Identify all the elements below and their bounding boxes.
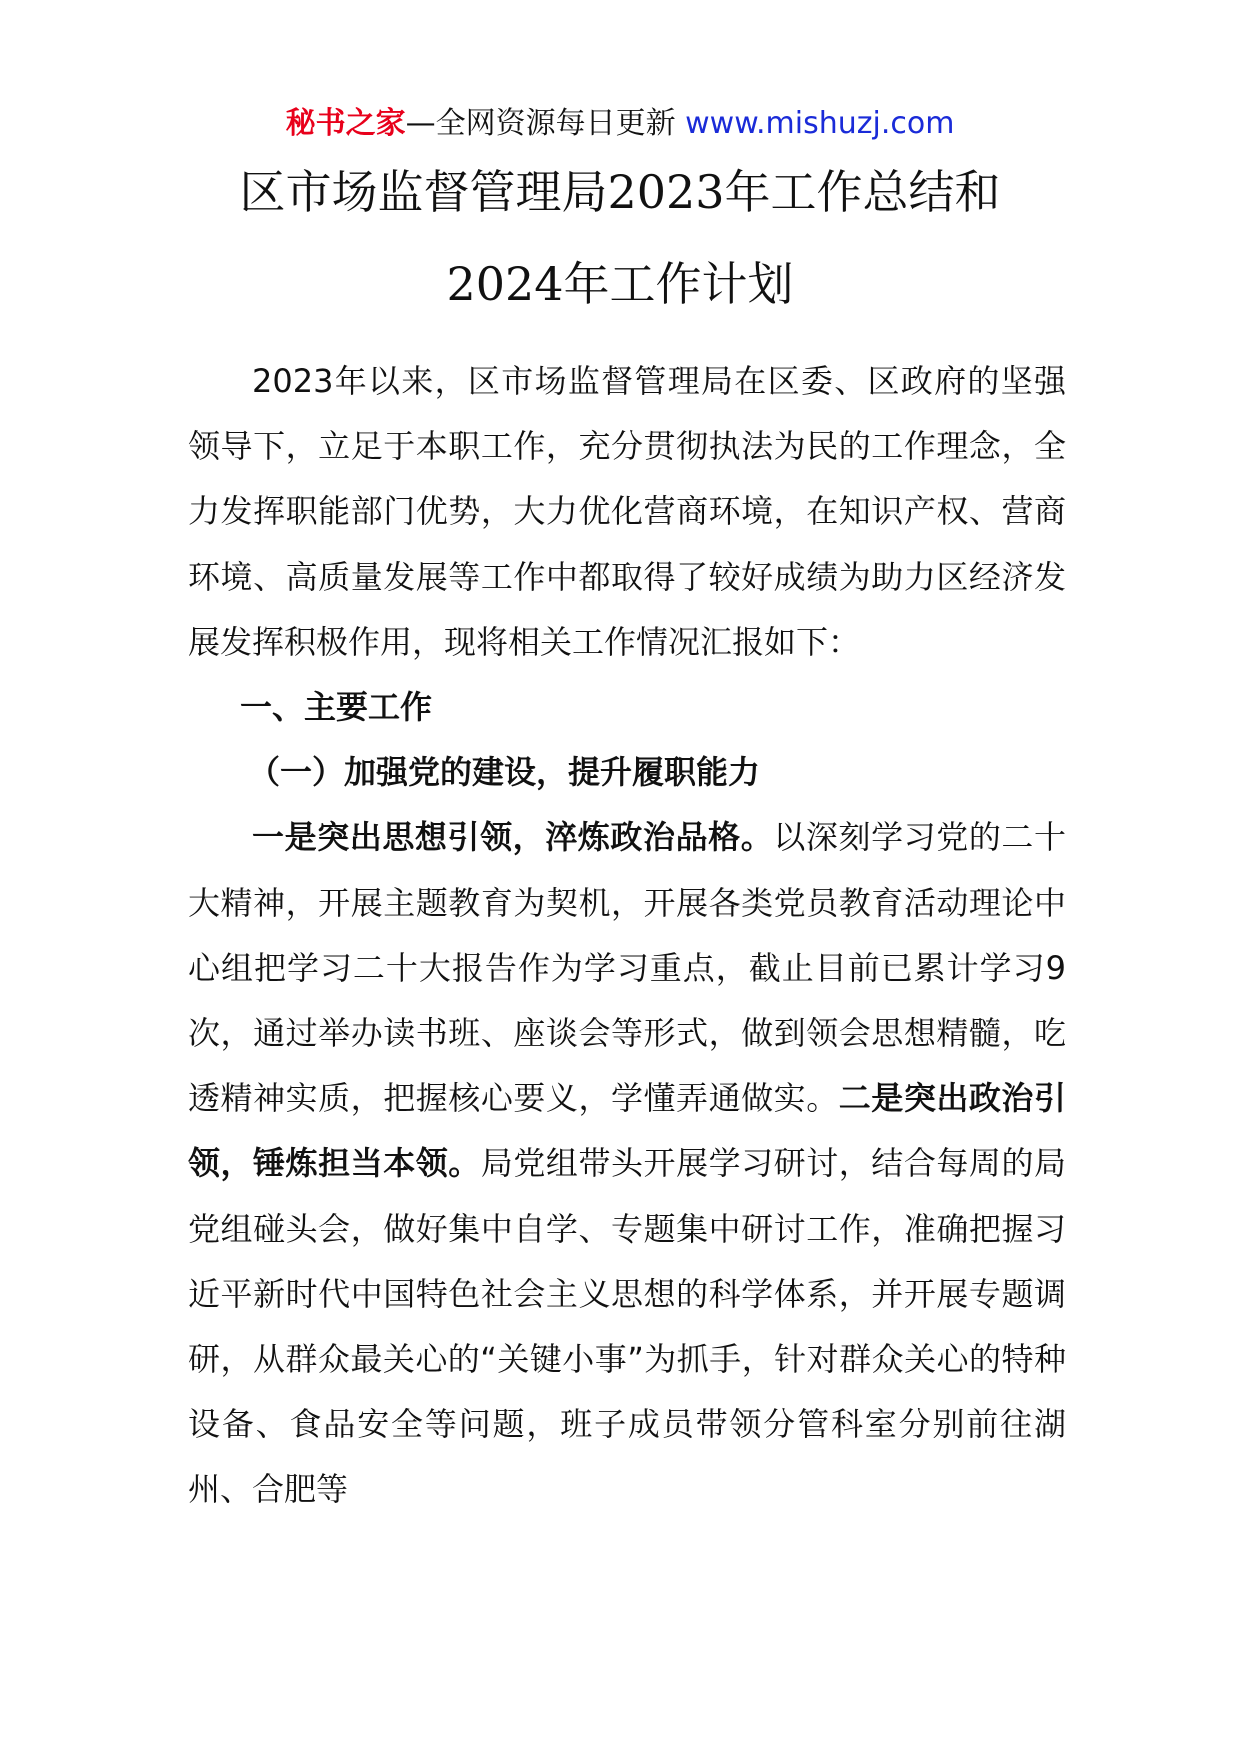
- title-org: 区市场监督管理局: [239, 165, 608, 219]
- document-title-line-1: [0, 160, 1240, 224]
- paragraph-text-2: 局党组带头开展学习研讨，结合每周的局党组碰头会，做好集中自学、专题集中研讨工作，准确把握习近平新时代中国特色社会主义思想的科学体系，并开展专题调研，从群众最关心的“关键小事”为抓手，针对群众关心的特种设备、食品安全等问题，班子成员带领分管科室分别前往湖州、合肥等: [188, 1144, 1066, 1509]
- title-summary-text: 年工作总结和: [724, 165, 1001, 219]
- banner-dash: —: [405, 106, 436, 141]
- title-year-2024: 2024: [446, 257, 564, 311]
- paragraph-lead-2: 二是突出政治引领，锤炼担当本领。: [188, 1079, 1066, 1183]
- body-paragraph: [188, 805, 1066, 1522]
- banner-brand: 秘书之家: [285, 106, 406, 141]
- section-heading: 一、主要工作: [240, 688, 433, 727]
- paragraph-text-1: 以深刻学习党的二十大精神，开展主题教育为契机，开展各类党员教育活动理论中心组把学习二十大报告作为学习重点，截止目前已累计学习9次，通过举办读书班、座谈会等形式，做到领会思想精髓，吃透精神实质，把握核心要义，学懂弄通做实。: [188, 818, 1066, 1118]
- intro-paragraph: 2023年以来，区市场监督管理局在区委、区政府的坚强领导下，立足于本职工作，充分贯彻执法为民的工作理念，全力发挥职能部门优势，大力优化营商环境，在知识产权、营商环境、高质量发展等工作中都取得了较好成绩为助力区经济发展发挥积极作用，现将相关工作情况汇报如下：: [188, 362, 1066, 661]
- document-body: [188, 349, 1066, 1523]
- subsection-heading: （一）加强党的建设，提升履职能力: [248, 753, 761, 792]
- paragraph-lead-1: 一是突出思想引领，淬炼政治品格。: [252, 818, 774, 857]
- document-title-line-2: [0, 252, 1240, 316]
- title-year-2023: 2023: [607, 165, 725, 219]
- banner-url-link[interactable]: www.mishuzj.com: [685, 106, 955, 141]
- site-banner: [0, 100, 1240, 148]
- title-plan-text: 年工作计划: [563, 257, 794, 311]
- banner-slogan: 全网资源每日更新: [435, 106, 676, 141]
